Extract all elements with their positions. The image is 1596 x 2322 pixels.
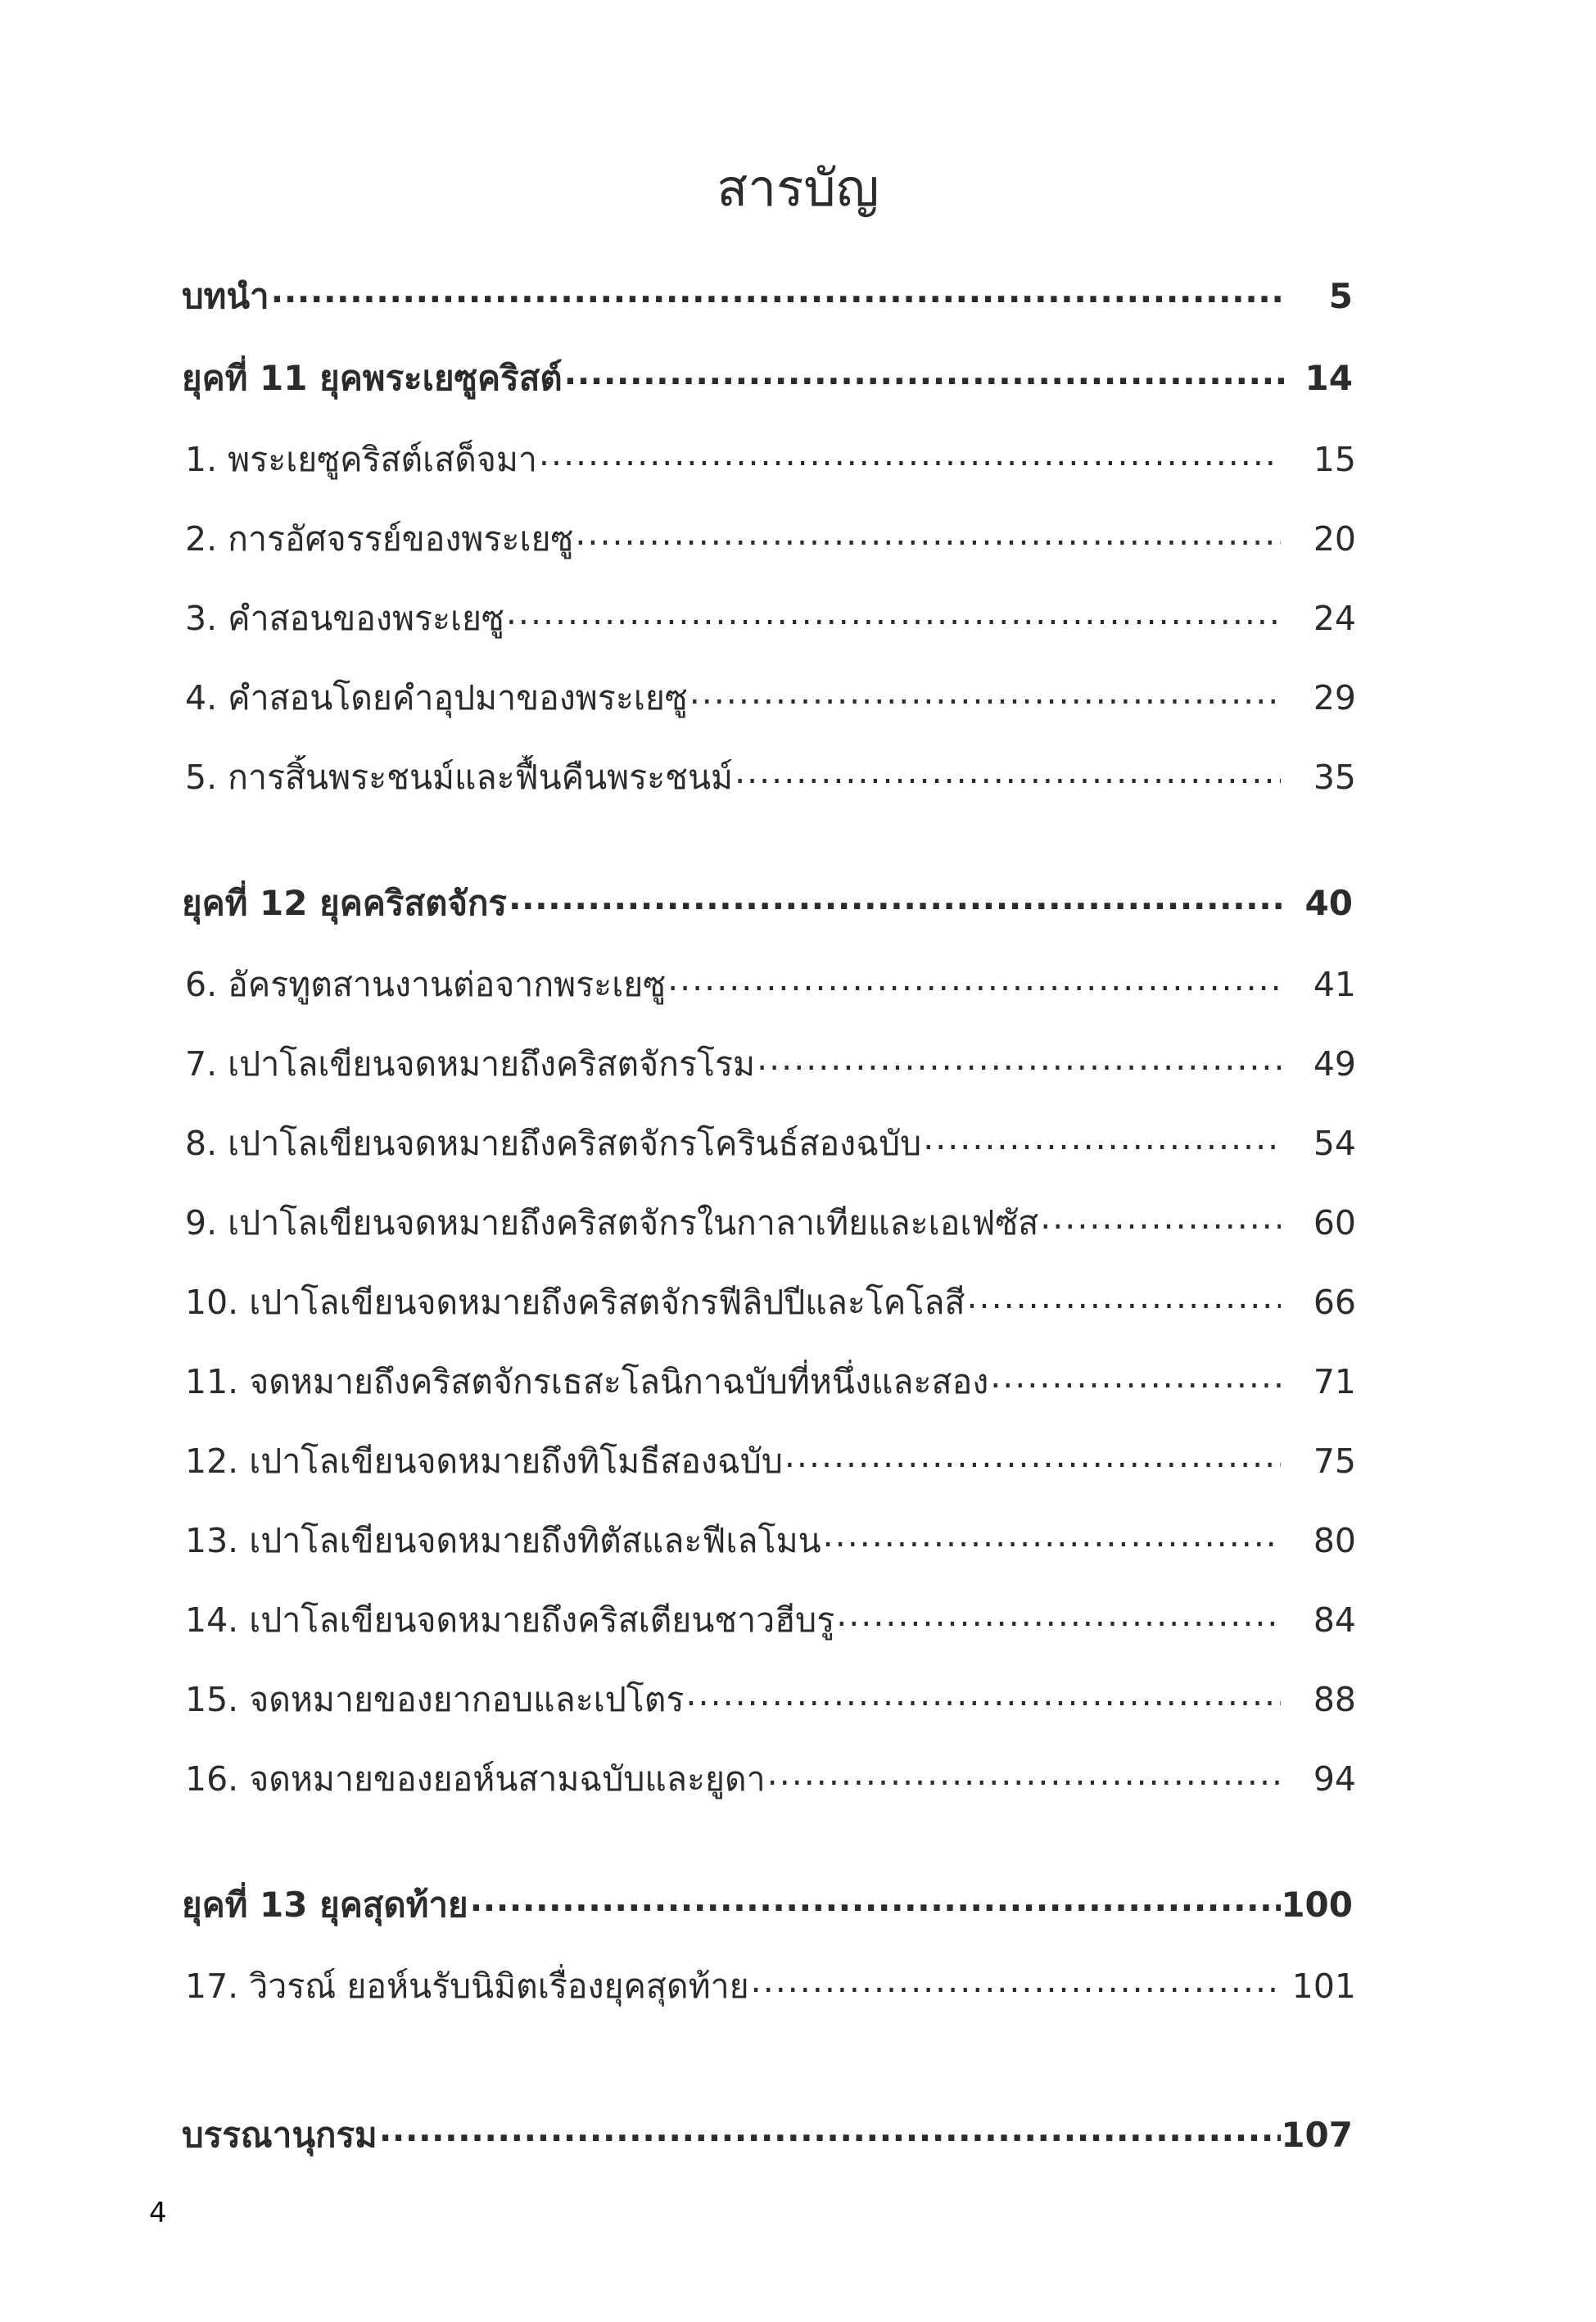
toc-page-number: 100 — [1281, 1885, 1353, 1925]
page-title: สารบัญ — [717, 158, 879, 218]
toc-entry-row[interactable] — [185, 1360, 1356, 1405]
toc-entry-row[interactable] — [185, 1201, 1356, 1247]
toc-entry-label: 8. เปาโลเขียนจดหมายถึงคริสตจักรโครินธ์สองฉบับ — [185, 1124, 922, 1163]
toc-entry-label: 7. เปาโลเขียนจดหมายถึงคริสตจักรโรม — [185, 1044, 756, 1084]
toc-page-number: 35 — [1313, 758, 1356, 797]
toc-entry-row[interactable] — [185, 1121, 1356, 1167]
toc-page-number: 54 — [1313, 1124, 1356, 1163]
toc-page-number: 40 — [1304, 883, 1353, 923]
toc-page-number: 75 — [1313, 1442, 1356, 1481]
toc-page-number: 49 — [1313, 1044, 1356, 1084]
toc-entry-row[interactable] — [185, 1280, 1356, 1326]
toc-entry-label: 1. พระเยซูคริสต์เสด็จมา — [185, 440, 537, 479]
dotted-leader — [539, 437, 1281, 471]
toc-section-label: บทนำ — [182, 276, 269, 316]
toc-page-number: 29 — [1313, 678, 1356, 717]
toc-page-number: 41 — [1313, 965, 1356, 1004]
toc-entry-label: 4. คำสอนโดยคำอุปมาของพระเยซู — [185, 678, 688, 717]
toc-entry-row[interactable] — [185, 1964, 1356, 2010]
toc-page-number: 80 — [1313, 1521, 1356, 1560]
dotted-leader — [271, 274, 1284, 308]
dotted-leader — [509, 880, 1284, 915]
toc-entry-label: 12. เปาโลเขียนจดหมายถึงทิโมธีสองฉบับ — [185, 1442, 783, 1481]
toc-page-number: 60 — [1313, 1203, 1356, 1242]
toc-section-label: ยุคที่ 13 ยุคสุดท้าย — [182, 1885, 468, 1925]
toc-page-number: 14 — [1304, 358, 1353, 398]
toc-page-number: 5 — [1328, 276, 1353, 316]
toc-entry-label: 3. คำสอนของพระเยซู — [185, 599, 504, 638]
toc-entry-label: 13. เปาโลเขียนจดหมายถึงทิตัสและฟีเลโมน — [185, 1521, 821, 1560]
toc-entry-row[interactable] — [185, 676, 1356, 722]
dotted-leader — [689, 676, 1281, 709]
toc-page-number: 94 — [1313, 1759, 1356, 1799]
toc-entry-label: 2. การอัศจรรย์ของพระเยซู — [185, 519, 574, 559]
toc-page-number: 101 — [1291, 1967, 1356, 2006]
toc-page-number: 20 — [1313, 519, 1356, 559]
toc-entry-row[interactable] — [185, 1439, 1356, 1485]
dotted-leader — [767, 1757, 1281, 1790]
toc-section-label: ยุคที่ 12 ยุคคริสตจักร — [182, 883, 507, 923]
toc-section-row[interactable] — [182, 355, 1353, 401]
toc-section-label: บรรณานุกรม — [182, 2115, 378, 2155]
toc-entry-label: 10. เปาโลเขียนจดหมายถึงคริสตจักรฟีลิปปีและโคโลสี — [185, 1283, 965, 1322]
toc-entry-label: 17. วิวรณ์ ยอห์นรับนิมิตเรื่องยุคสุดท้าย — [185, 1967, 749, 2006]
toc-page-number: 88 — [1313, 1680, 1356, 1719]
toc-entry-row[interactable] — [185, 962, 1356, 1008]
toc-entry-label: 6. อัครทูตสานงานต่อจากพระเยซู — [185, 965, 667, 1004]
dotted-leader — [667, 962, 1281, 996]
toc-entry-row[interactable] — [185, 517, 1356, 563]
dotted-leader — [685, 1677, 1281, 1711]
toc-page-number: 71 — [1313, 1362, 1356, 1401]
toc-entry-row[interactable] — [185, 437, 1356, 483]
toc-entry-label: 11. จดหมายถึงคริสตจักรเธสะโลนิกาฉบับที่หนึ่งและสอง — [185, 1362, 989, 1401]
toc-entry-row[interactable] — [185, 1042, 1356, 1088]
toc-entry-row[interactable] — [185, 596, 1356, 642]
dotted-leader — [836, 1598, 1281, 1632]
toc-entry-row[interactable] — [185, 1757, 1356, 1803]
dotted-leader — [564, 355, 1284, 390]
dotted-leader — [967, 1280, 1282, 1314]
toc-entry-label: 5. การสิ้นพระชนม์และฟื้นคืนพระชนม์ — [185, 758, 734, 797]
dotted-leader — [506, 596, 1281, 630]
dotted-leader — [757, 1042, 1281, 1075]
toc-entry-row[interactable] — [185, 1677, 1356, 1723]
dotted-leader — [470, 1882, 1282, 1917]
toc-entry-label: 16. จดหมายของยอห์นสามฉบับและยูดา — [185, 1759, 766, 1799]
dotted-leader — [1040, 1201, 1281, 1234]
toc-page-number: 66 — [1313, 1283, 1356, 1322]
toc-page-number: 15 — [1313, 440, 1356, 479]
table-of-contents-list — [182, 274, 1356, 2158]
toc-entry-row[interactable] — [185, 1598, 1356, 1644]
toc-entry-label: 9. เปาโลเขียนจดหมายถึงคริสตจักรในกาลาเทียและเอเฟซัส — [185, 1203, 1039, 1242]
toc-entry-label: 14. เปาโลเขียนจดหมายถึงคริสเตียนชาวฮีบรู — [185, 1600, 835, 1640]
toc-section-row[interactable] — [182, 274, 1353, 319]
toc-section-label: ยุคที่ 11 ยุคพระเยซูคริสต์ — [182, 358, 563, 398]
toc-section-row[interactable] — [182, 2112, 1353, 2158]
toc-entry-row[interactable] — [185, 755, 1356, 801]
dotted-leader — [751, 1964, 1281, 1998]
toc-section-row[interactable] — [182, 880, 1353, 926]
toc-entry-label: 15. จดหมายของยากอบและเปโตร — [185, 1680, 685, 1719]
dotted-leader — [784, 1439, 1281, 1473]
toc-page-number: 107 — [1281, 2115, 1353, 2155]
dotted-leader — [923, 1121, 1281, 1155]
dotted-leader — [379, 2112, 1282, 2147]
toc-page-number: 84 — [1313, 1600, 1356, 1640]
dotted-leader — [575, 517, 1281, 550]
dotted-leader — [990, 1360, 1281, 1393]
dotted-leader — [823, 1519, 1281, 1552]
toc-page-number: 24 — [1313, 599, 1356, 638]
footer-page-number: 4 — [149, 2197, 167, 2229]
toc-section-row[interactable] — [182, 1882, 1353, 1928]
toc-entry-row[interactable] — [185, 1519, 1356, 1564]
dotted-leader — [735, 755, 1281, 789]
